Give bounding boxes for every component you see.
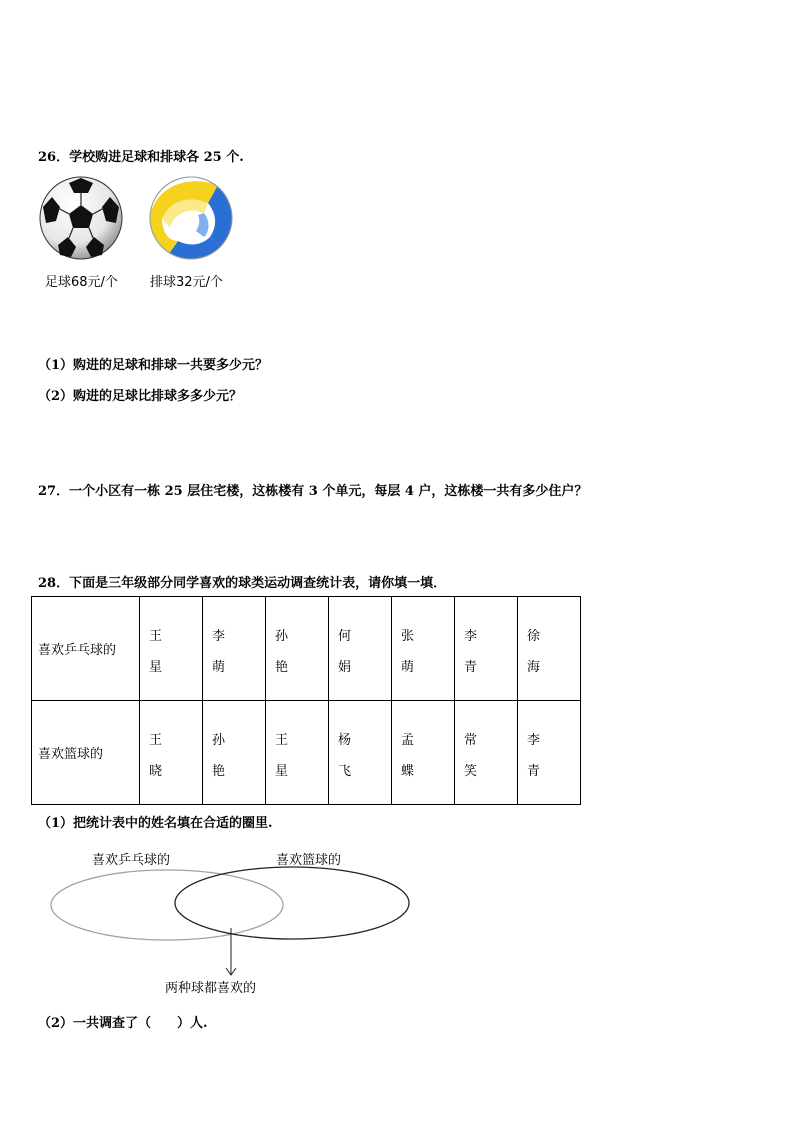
name-cell: 王 晓	[140, 701, 203, 805]
question-28-sub-2: （2）一共调查了（ ）人.	[38, 1016, 208, 1031]
soccer-ball-icon	[38, 175, 124, 261]
name-cell: 李 青	[455, 597, 518, 701]
name-cell: 王 星	[266, 701, 329, 805]
name-cell: 李 青	[518, 701, 581, 805]
name-cell: 孙 艳	[266, 597, 329, 701]
football-price-caption: 足球68元/个	[45, 275, 118, 290]
name-cell: 常 笑	[455, 701, 518, 805]
name-cell: 孙 艳	[203, 701, 266, 805]
table-row	[32, 701, 581, 805]
question-27-title: 27．一个小区有一栋 25 层住宅楼，这栋楼有 3 个单元，每层 4 户，这栋楼一共有多少住户？	[38, 484, 588, 499]
row-header-pingpong: 喜欢乒乓球的	[32, 597, 140, 701]
volleyball-icon	[148, 175, 234, 261]
question-26-sub-1: （1）购进的足球和排球一共要多少元？	[38, 358, 269, 373]
survey-table	[31, 596, 581, 805]
venn-overlap-label: 两种球都喜欢的	[165, 981, 257, 996]
table-row	[32, 597, 581, 701]
question-26-sub-2: （2）购进的足球比排球多多少元？	[38, 389, 243, 404]
venn-diagram	[40, 860, 420, 980]
venn-left-circle[interactable]	[51, 870, 283, 940]
row-header-basketball: 喜欢篮球的	[32, 701, 140, 805]
question-28-title: 28．下面是三年级部分同学喜欢的球类运动调查统计表，请你填一填．	[38, 576, 447, 591]
question-26-title: 26．学校购进足球和排球各 25 个.	[38, 150, 244, 165]
venn-right-label: 喜欢篮球的	[276, 853, 342, 868]
name-cell: 孟 蝶	[392, 701, 455, 805]
name-cell: 徐 海	[518, 597, 581, 701]
name-cell: 何 娟	[329, 597, 392, 701]
name-cell: 张 萌	[392, 597, 455, 701]
name-cell: 王 星	[140, 597, 203, 701]
volleyball-price-caption: 排球32元/个	[150, 275, 223, 290]
question-28-sub-1: （1）把统计表中的姓名填在合适的圈里.	[38, 816, 273, 831]
venn-left-label: 喜欢乒乓球的	[92, 853, 171, 868]
name-cell: 李 萌	[203, 597, 266, 701]
venn-right-circle[interactable]	[175, 867, 409, 939]
name-cell: 杨 飞	[329, 701, 392, 805]
